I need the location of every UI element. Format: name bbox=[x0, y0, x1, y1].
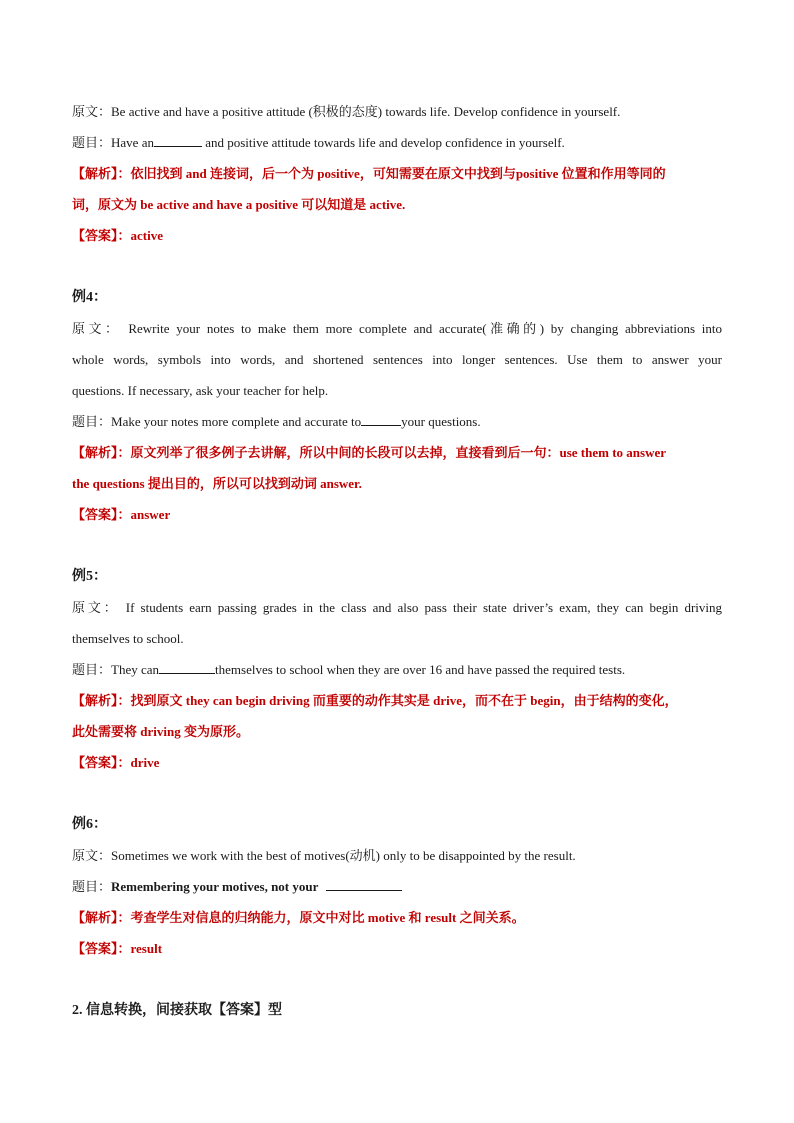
answer-blank bbox=[361, 413, 401, 426]
ex4-question: 题目：Make your notes more complete and accurate to your questions. bbox=[72, 414, 481, 429]
ex4-analysis-line2: the questions 提出目的，所以可以找到动词 answer. bbox=[72, 476, 362, 491]
ex5-original-line2: themselves to school. bbox=[72, 631, 184, 646]
section-heading: 2. 信息转换，间接获取【答案】型 bbox=[72, 1003, 282, 1018]
ex5-question: 题目：They can themselves to school when they are over 16 and have passed the required tests. bbox=[72, 662, 626, 677]
ex6-title: 例6： bbox=[72, 817, 107, 832]
answer-blank bbox=[159, 661, 215, 674]
ex4-original-line3: questions. If necessary, ask your teacher for help. bbox=[72, 383, 329, 398]
ex4-title: 例4： bbox=[72, 290, 107, 305]
ex4-analysis-line1: 【解析】：原文列举了很多例子去讲解，所以中间的长段可以去掉，直接看到后一句：use them to answer bbox=[72, 445, 667, 460]
ex6-question: 题目：Remembering your motives, not your bbox=[72, 871, 722, 902]
ex5-analysis-line2: 此处需要将 driving 变为原形。 bbox=[72, 724, 249, 739]
ex5-answer: 【答案】：drive bbox=[72, 755, 160, 770]
ex4-answer: 【答案】：answer bbox=[72, 507, 171, 522]
ex3-analysis-line2: 词，原文为 be active and have a positive 可以知道是 active. bbox=[72, 197, 406, 212]
ex6-analysis: 【解析】：考查学生对信息的归纳能力，原文中对比 motive 和 result 之间关系。 bbox=[72, 910, 525, 925]
ex3-question: 题目：Have an and positive attitude towards life and develop confidence in yourself. bbox=[72, 135, 565, 150]
ex3-answer: 【答案】：active bbox=[72, 228, 163, 243]
answer-blank bbox=[154, 134, 202, 147]
ex5-analysis-line1: 【解析】：找到原文 they can begin driving 而重要的动作其实是 drive，而不在于 begin，由于结构的变化， bbox=[72, 693, 678, 708]
answer-blank bbox=[326, 878, 402, 891]
ex4-original-line1: 原文： Rewrite your notes to make them more complete and accurate(准确的) by changing abbreviations into bbox=[72, 321, 722, 336]
ex4-original-line2: whole words, symbols into words, and shortened sentences into longer sentences. Use them to answer your bbox=[72, 352, 722, 367]
ex3-original: 原文：Be active and have a positive attitude (积极的态度) towards life. Develop confidence in yourself. bbox=[72, 104, 621, 119]
ex6-answer: 【答案】：result bbox=[72, 941, 163, 956]
ex5-title: 例5： bbox=[72, 569, 107, 584]
ex6-original: 原文：Sometimes we work with the best of motives(动机) only to be disappointed by the result. bbox=[72, 848, 576, 863]
document-page bbox=[72, 96, 722, 1026]
ex5-original-line1: 原文： If students earn passing grades in the class and also pass their state driver’s exam, they can begin driving bbox=[72, 600, 722, 615]
ex3-analysis-line1: 【解析】：依旧找到 and 连接词，后一个为 positive，可知需要在原文中找到与positive 位置和作用等同的 bbox=[72, 166, 666, 181]
